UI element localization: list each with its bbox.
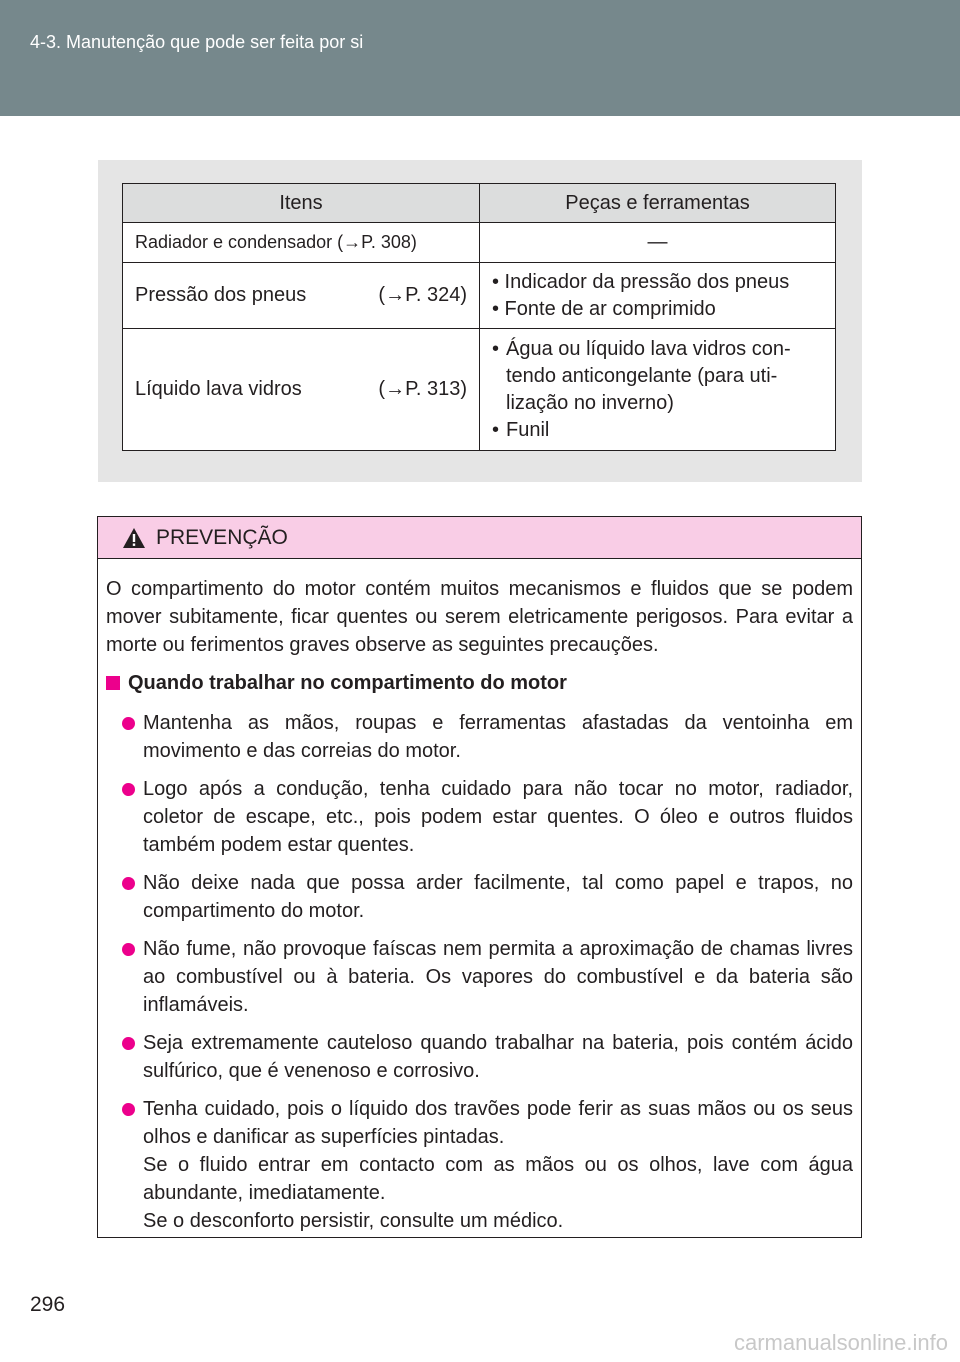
tool-line: lização no inverno) — [506, 391, 674, 414]
precaution-item — [122, 935, 853, 1019]
precaution-item — [122, 869, 853, 925]
precaution-line: Tenha cuidado, pois o líquido dos travões pode ferir as suas mãos ou os seus olhos e danificar as superfícies pintadas. — [143, 1098, 853, 1148]
precaution-item — [122, 775, 853, 859]
table-row — [123, 263, 836, 329]
circle-bullet-icon — [122, 943, 135, 956]
tool-entry: • Indicador da pressão dos pneus — [492, 270, 790, 293]
watermark: carmanualsonline.info — [733, 1330, 948, 1355]
warning-body — [98, 559, 861, 1235]
table-row — [123, 329, 836, 451]
parts-table-panel — [98, 160, 862, 482]
square-bullet-icon — [106, 676, 120, 690]
tool-entry: • Água ou líquido lava vidros con- tendo anticongelante (para uti- lização no inverno) — [492, 337, 791, 414]
precaution-text: Não deixe nada que possa arder facilmente, tal como papel e trapos, no compartimento do motor. — [143, 872, 853, 922]
item-name: Radiador e condensador — [135, 232, 333, 252]
table-row — [123, 223, 836, 263]
precaution-text: Não fume, não provoque faíscas nem permita a aproximação de chamas livres ao combustível ou à bateria. Os vapores do combustível e da bateria são inflamáveis. — [143, 938, 853, 1016]
item-cell — [123, 223, 480, 263]
section-title: 4-3. Manutenção que pode ser feita por si — [30, 32, 364, 52]
subsection-heading — [106, 669, 853, 697]
warning-title: PREVENÇÃO — [156, 525, 288, 549]
column-header-items: Itens — [123, 184, 480, 223]
precaution-text: Mantenha as mãos, roupas e ferramentas afastadas da ventoinha em movimento e das correias do motor. — [143, 712, 853, 762]
page-header — [0, 0, 960, 116]
warning-triangle-icon — [122, 527, 146, 549]
tools-cell — [480, 263, 836, 329]
precaution-text: Seja extremamente cauteloso quando trabalhar na bateria, pois contém ácido sulfúrico, que é venenoso e corrosivo. — [143, 1032, 853, 1082]
page-reference: (→P. 308) — [337, 232, 417, 252]
item-cell — [123, 329, 480, 451]
precaution-line: Se o fluido entrar em contacto com as mãos ou os olhos, lave com água abundante, imediatamente. — [143, 1154, 853, 1204]
precaution-text — [143, 1095, 853, 1235]
item-cell — [123, 263, 480, 329]
precaution-item — [122, 709, 853, 765]
warning-box — [97, 516, 862, 1238]
page-number: 296 — [30, 1293, 66, 1316]
precaution-line: Se o desconforto persistir, consulte um médico. — [143, 1210, 564, 1232]
precaution-text: Logo após a condução, tenha cuidado para não tocar no motor, radiador, coletor de escape, etc., pois podem estar quentes. O óleo e outros fluidos também podem estar quentes. — [143, 778, 853, 856]
tools-cell — [480, 329, 836, 451]
item-name: Pressão dos pneus — [135, 284, 307, 306]
tool-entry: • Funil — [492, 417, 823, 444]
circle-bullet-icon — [122, 1037, 135, 1050]
tool-entry: • Fonte de ar comprimido — [492, 297, 716, 320]
precaution-item — [122, 1029, 853, 1085]
item-name: Líquido lava vidros — [135, 378, 302, 400]
subsection-title: Quando trabalhar no compartimento do motor — [128, 672, 567, 694]
circle-bullet-icon — [122, 1103, 135, 1116]
page-reference: (→P. 313) — [378, 378, 467, 400]
circle-bullet-icon — [122, 783, 135, 796]
circle-bullet-icon — [122, 877, 135, 890]
warning-header — [98, 517, 861, 559]
page-reference: (→P. 324) — [378, 284, 467, 306]
tool-line: Funil — [506, 418, 550, 441]
circle-bullet-icon — [122, 717, 135, 730]
precaution-item — [122, 1095, 853, 1235]
column-header-tools: Peças e ferramentas — [480, 184, 836, 223]
empty-dash: — — [647, 231, 668, 253]
tool-line: tendo anticongelante (para uti- — [506, 364, 778, 387]
tool-line: Água ou líquido lava vidros con- — [506, 337, 791, 360]
warning-intro: O compartimento do motor contém muitos mecanismos e fluidos que se podem mover subitamente, ficar quentes ou serem eletricamente perigosos. Para evitar a morte ou ferimentos graves observe as seguintes precauções. — [106, 578, 853, 656]
table-header-row — [123, 184, 836, 223]
parts-table — [122, 183, 836, 451]
tools-cell — [480, 223, 836, 263]
